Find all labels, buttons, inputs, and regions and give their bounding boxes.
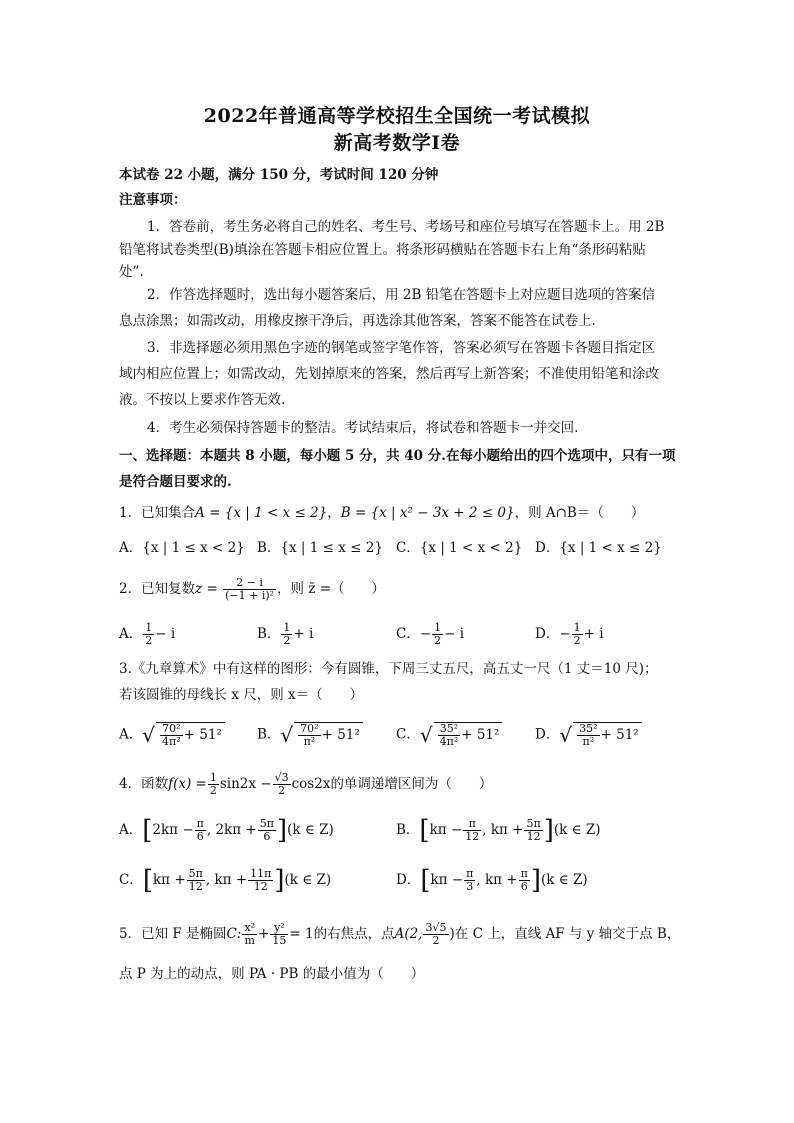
- q4-option-c: [119, 865, 332, 896]
- option-rest: + 51²: [600, 727, 639, 743]
- q2-option-d: [535, 622, 604, 647]
- q1-option-b: B．{x | 1 ≤ x ≤ 2}: [257, 540, 383, 556]
- numerator: 1: [145, 621, 153, 634]
- denominator: m: [244, 934, 255, 947]
- question-3-stem: 3.《九章算术》中有这样的图形：今有圆锥，下周三丈五尺，高五丈一尺（1 丈＝10 尺)；: [119, 661, 658, 677]
- bracket-left: [: [419, 815, 430, 846]
- bracket-left: [: [420, 865, 431, 896]
- fraction: [577, 723, 599, 748]
- option-sign: −: [559, 626, 571, 642]
- fraction: [281, 622, 292, 647]
- q4-option-d: [396, 865, 588, 896]
- numerator: 1: [573, 621, 581, 634]
- q4-stem: 4．函数: [119, 776, 169, 792]
- fraction: [187, 868, 205, 893]
- exam-subtitle: 新高考数学Ⅰ卷: [333, 132, 461, 154]
- interval-a: kπ −: [430, 872, 464, 888]
- bracket-left: [: [142, 865, 153, 896]
- radicand: [434, 722, 503, 748]
- fraction: [242, 922, 257, 947]
- numerator: 5π: [188, 867, 203, 880]
- exam-info: 本试卷 22 小题，满分 150 分，考试时间 120 分钟: [119, 167, 439, 183]
- option-label: B．: [257, 726, 281, 743]
- numerator: 1: [434, 621, 442, 634]
- bracket-right: ]: [530, 865, 542, 896]
- interval-b: , kπ +: [205, 872, 248, 888]
- fraction: [270, 922, 288, 947]
- q1-option-a: A．{x | 1 ≤ x < 2}: [119, 540, 245, 556]
- numerator: 11π: [250, 867, 272, 880]
- denominator: 3: [466, 880, 474, 893]
- option-rest: + i: [583, 626, 604, 642]
- function-end: cos2x: [291, 776, 331, 792]
- fraction: [160, 723, 183, 748]
- section-title: 一、选择题：: [119, 448, 200, 464]
- numerator: 35²: [438, 723, 461, 736]
- notice-line: 铅笔将试卷类型(B)填涂在答题卡相应位置上。将条形码横贴在答题卡右上角“条形码粘贴: [119, 242, 646, 258]
- q2-fraction: [223, 577, 276, 602]
- notice-line: 1．答卷前，考生务必将自己的姓名、考生号、考场号和座位号填写在答题卡上。用 2B: [147, 219, 665, 235]
- interval-condition: (k ∈ Z): [541, 872, 588, 888]
- question-5-stem: [119, 922, 689, 947]
- numerator: 5π: [259, 817, 274, 830]
- numerator: π: [463, 818, 481, 831]
- fraction: [572, 622, 583, 647]
- notice-heading: 注意事项：: [119, 192, 187, 208]
- point-a-end: ): [449, 926, 455, 942]
- option-label: A．: [119, 822, 143, 838]
- option-label: D．: [535, 726, 560, 743]
- option-label: A．: [119, 626, 143, 642]
- bracket-right: ]: [543, 815, 554, 846]
- fraction: [208, 772, 219, 797]
- notice-line: 2．作答选择题时，选出每小题答案后，用 2B 铅笔在答题卡上对应题目选项的答案信: [147, 287, 656, 303]
- denominator: 12: [253, 880, 268, 893]
- numerator: 70²: [300, 722, 319, 735]
- denominator: 12: [526, 830, 541, 843]
- bracket-left: [: [142, 815, 153, 846]
- q5-tail: 在 C 上，直线 AF 与 y 轴交于点 B，: [454, 926, 681, 942]
- denominator: (−1 + i)²: [225, 589, 275, 602]
- fraction: [195, 818, 206, 843]
- section-desc-tail: ，只有一项: [607, 448, 676, 464]
- interval-condition: (k ∈ Z): [284, 872, 332, 888]
- section-heading: [119, 446, 679, 466]
- denominator: 4π²: [162, 735, 181, 748]
- denominator: 2: [283, 634, 291, 647]
- radical-sign: √: [142, 723, 155, 747]
- denominator: 6: [263, 830, 271, 843]
- section-desc: 本题共 8 小题，每小题 5 分，共 40 分.在每小题给出的: [200, 448, 541, 464]
- denominator: 6: [520, 880, 528, 893]
- q2-option-c: [396, 622, 464, 647]
- fraction: [143, 622, 154, 647]
- q2-tail: ，则 z̄ =（ ）: [277, 581, 386, 597]
- interval-b: , 2kπ +: [206, 822, 257, 838]
- q4-option-a: [119, 815, 334, 846]
- interval-b: , kπ +: [482, 822, 524, 838]
- q1-option-d: D．{x | 1 < x ≤ 2}: [535, 540, 662, 556]
- denominator: 2: [278, 784, 286, 797]
- option-rest: + i: [293, 626, 314, 642]
- denominator: 15: [272, 934, 287, 947]
- section-heading-line2: 是符合题目要求的.: [119, 474, 232, 490]
- set-a: A = {x | 1 < x ≤ 2}: [195, 505, 328, 521]
- point-a-start: A(2,: [394, 926, 423, 942]
- numerator: 35²: [579, 722, 598, 735]
- q1-option-c: C．{x | 1 < x < 2}: [396, 540, 523, 556]
- notice-line: 息点涂黑；如需改动，用橡皮擦干净后，再选涂其他答案，答案不能答在试卷上.: [119, 313, 596, 329]
- option-label: C．: [396, 626, 420, 642]
- numerator: 70²: [160, 723, 183, 736]
- interval-a: 2kπ −: [152, 822, 194, 838]
- notice-line: 处”.: [119, 264, 144, 280]
- question-5-stem-line2: 点 P 为上的动点，则 PA · PB 的最小值为（ ）: [119, 966, 425, 982]
- option-sign: −: [419, 626, 432, 642]
- separator: ，: [327, 505, 341, 521]
- q3-option-b: [257, 722, 363, 748]
- radicand: [573, 722, 642, 748]
- denominator: π²: [582, 735, 595, 748]
- interval-condition: (k ∈ Z): [287, 822, 334, 838]
- interval-a: kπ +: [153, 872, 186, 888]
- notice-line: 4．考生必须保持答题卡的整洁。考试结束后，将试卷和答题卡一并交回.: [147, 420, 579, 436]
- numerator: π: [520, 867, 528, 880]
- q3-option-a: [119, 722, 225, 748]
- option-rest: + 51²: [321, 727, 360, 743]
- denominator: π²: [303, 735, 316, 748]
- interval-b: , kπ +: [476, 872, 518, 888]
- fraction: [298, 723, 320, 748]
- question-2-stem: [119, 577, 679, 602]
- fraction: [258, 818, 276, 843]
- denominator: 2: [573, 634, 581, 647]
- q1-stem: 1．已知集合: [119, 505, 196, 521]
- numerator: 3√5: [425, 921, 447, 934]
- option-rest: + 51²: [461, 727, 500, 743]
- numerator: y²: [270, 922, 288, 935]
- bracket-right: ]: [276, 815, 288, 846]
- numerator: π: [466, 867, 474, 880]
- fraction: [273, 772, 291, 797]
- interval-a: kπ −: [429, 822, 463, 838]
- radical-sign: √: [559, 723, 573, 747]
- numerator: 2 − i: [223, 577, 276, 590]
- section-emph: 四个选项中: [540, 448, 608, 464]
- radical-sign: √: [419, 723, 433, 747]
- option-label: B．: [396, 822, 420, 838]
- q4-option-b: [396, 815, 601, 846]
- notice-line: 液。不按以上要求作答无效.: [119, 392, 286, 408]
- function-lhs: f(x) =: [168, 776, 207, 792]
- option-label: C．: [119, 872, 143, 888]
- q4-tail: 的单调递增区间为（ ）: [330, 776, 493, 792]
- z-lhs: z =: [195, 581, 218, 597]
- option-rest: + 51²: [183, 727, 222, 743]
- set-b: B = {x | x² − 3x + 2 ≤ 0}: [340, 505, 515, 521]
- denominator: 2: [145, 634, 153, 647]
- notice-line: 3．非选择题必须用黑色字迹的钢笔或签字笔作答，答案必须写在答题卡各题目指定区: [147, 340, 656, 356]
- question-3-stem-line2: 若该圆锥的母线长 x 尺，则 x＝（ ）: [119, 687, 364, 703]
- fraction: [519, 868, 530, 893]
- fraction: [464, 868, 475, 893]
- radical-sign: √: [280, 723, 294, 747]
- bracket-right: ]: [274, 865, 285, 896]
- option-label: C．: [396, 726, 420, 743]
- denominator: 2: [432, 934, 440, 947]
- fraction: [432, 622, 443, 647]
- option-rest: − i: [155, 626, 176, 642]
- fraction: [463, 818, 481, 843]
- fraction: [423, 922, 448, 947]
- q3-option-c: [396, 722, 502, 748]
- numerator: 1: [283, 621, 291, 634]
- option-label: B．: [257, 626, 281, 642]
- radicand: [156, 722, 225, 748]
- denominator: 2: [434, 634, 442, 647]
- ellipse-lhs: C:: [226, 926, 242, 942]
- q2-option-b: [257, 622, 313, 647]
- denominator: 2: [209, 784, 217, 797]
- numerator: √3: [274, 771, 289, 784]
- fraction: [438, 723, 461, 748]
- denominator: 4π²: [439, 735, 459, 748]
- notice-line: 域内相应位置上；如需改动，先划掉原来的答案，然后再写上新答案；不准使用铅笔和涂改: [119, 366, 659, 382]
- denominator: 12: [465, 830, 480, 843]
- option-label: D．: [396, 872, 421, 888]
- equals: = 1: [289, 926, 314, 942]
- function-mid: sin2x −: [219, 776, 272, 792]
- fraction: [524, 818, 542, 843]
- fraction: [248, 868, 273, 893]
- interval-condition: (k ∈ Z): [553, 822, 601, 838]
- plus-sign: +: [258, 926, 270, 942]
- radicand: [294, 722, 363, 748]
- q2-option-a: [119, 622, 175, 647]
- option-label: D．: [535, 626, 560, 642]
- q5-stem: 5．已知 F 是椭圆: [119, 926, 227, 942]
- numerator: 1: [209, 771, 217, 784]
- numerator: π: [196, 817, 204, 830]
- question-4-stem: [119, 772, 679, 797]
- denominator: 6: [196, 830, 204, 843]
- q3-option-d: [535, 722, 642, 748]
- numerator: x²: [244, 921, 256, 934]
- question-1-stem: [119, 503, 679, 523]
- option-rest: − i: [444, 626, 465, 642]
- option-label: A．: [119, 726, 143, 743]
- q1-tail: ，则 A∩B＝（ ）: [514, 505, 645, 521]
- numerator: 5π: [526, 817, 541, 830]
- q2-stem: 2．已知复数: [119, 581, 196, 597]
- exam-title: 2022年普通高等学校招生全国统一考试模拟: [203, 105, 591, 127]
- q5-mid: 的右焦点，点: [313, 926, 395, 942]
- denominator: 12: [188, 880, 203, 893]
